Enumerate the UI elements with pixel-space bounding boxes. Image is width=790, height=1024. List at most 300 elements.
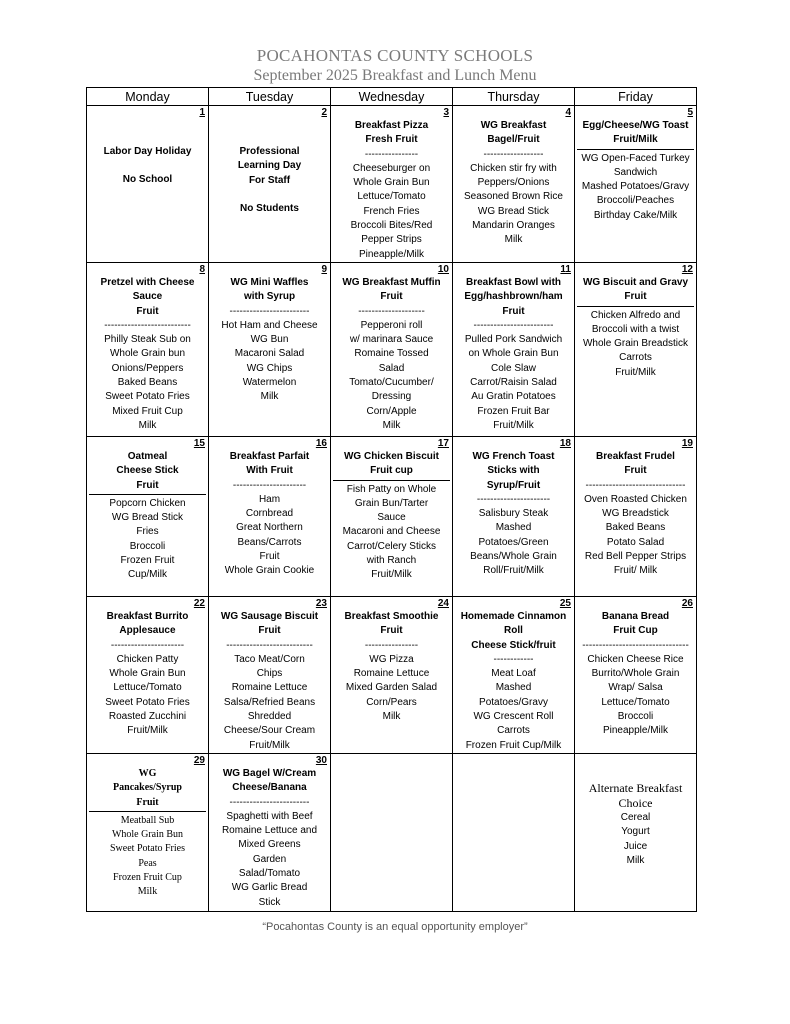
breakfast-item: WG Sausage Biscuit (220, 610, 319, 622)
breakfast-items (333, 450, 450, 479)
lunch-item: Potato Salad (606, 536, 665, 548)
lunch-item: WG Bun (250, 334, 289, 346)
special-line: No School (122, 174, 173, 186)
menu-calendar (86, 87, 697, 912)
lunch-item: Roasted Zucchini (108, 711, 187, 723)
lunch-item: Fruit (259, 551, 280, 563)
breakfast-items (455, 276, 572, 319)
breakfast-item: Fruit (380, 625, 403, 637)
lunch-item: Pineapple/Milk (602, 725, 669, 737)
lunch-item: Potatoes/Green (478, 536, 549, 548)
breakfast-item: Cheese/Banana (232, 782, 307, 794)
meal-separator: ---------------------- (476, 493, 551, 505)
lunch-items (89, 814, 206, 900)
breakfast-item: Oatmeal (127, 450, 168, 462)
lunch-item: WG Garlic Bread (231, 882, 308, 894)
day-header-tuesday: Tuesday (209, 88, 331, 106)
lunch-item: Baked Beans (117, 377, 178, 389)
date-number: 22 (193, 597, 205, 609)
lunch-item: Whole Grain Bun (109, 668, 186, 680)
lunch-item: Carrots (497, 725, 530, 737)
alternate-item: Yogurt (621, 826, 650, 838)
breakfast-item: Sauce (132, 291, 163, 303)
breakfast-items (455, 119, 572, 148)
meal-divider-line (577, 149, 694, 150)
breakfast-item: Fruit cup (370, 465, 413, 477)
lunch-item: Milk (382, 711, 401, 723)
day-cell (575, 753, 697, 911)
lunch-item: Baked Beans (605, 522, 666, 534)
lunch-item: Whole Grain Bun (353, 177, 430, 189)
breakfast-items (577, 610, 694, 639)
date-number (455, 754, 572, 767)
breakfast-items (211, 610, 328, 639)
lunch-item: Carrot/Raisin Salad (470, 377, 557, 389)
day-header-wednesday: Wednesday (331, 88, 453, 106)
lunch-item: Frozen Fruit Cup (113, 872, 182, 884)
day-cell (331, 262, 453, 436)
breakfast-item: Fruit/Milk (613, 134, 658, 146)
day-cell (331, 106, 453, 263)
lunch-item: Whole Grain Bun (111, 829, 184, 841)
alternate-title-line: Alternate Breakfast (588, 780, 683, 795)
lunch-item: Shredded (247, 711, 292, 723)
day-cell (87, 596, 209, 753)
alternate-title-line: Choice (618, 795, 653, 810)
lunch-items (211, 319, 328, 405)
lunch-item: Frozen Fruit Bar (477, 405, 550, 417)
lunch-item: WG Bread Stick (477, 205, 550, 217)
breakfast-item: Fruit (258, 625, 281, 637)
lunch-item: Sauce (377, 512, 406, 524)
lunch-item: Pulled Pork Sandwich (464, 334, 563, 346)
lunch-item: Ham (258, 493, 281, 505)
lunch-item: Mixed Fruit Cup (112, 405, 183, 417)
date-number: 9 (321, 263, 327, 275)
meal-separator: ------------------ (483, 148, 544, 160)
lunch-item: Lettuce/Tomato (113, 682, 182, 694)
lunch-items (89, 497, 206, 583)
day-cell (331, 436, 453, 596)
lunch-items (455, 667, 572, 753)
breakfast-item: Syrup/Fruit (486, 479, 541, 491)
lunch-items (577, 152, 694, 223)
breakfast-item: Sticks with (487, 465, 540, 477)
date-number: 11 (560, 263, 571, 275)
lunch-item: Frozen Fruit (120, 555, 175, 567)
week-row (87, 262, 697, 436)
day-cell (453, 753, 575, 911)
special-line: For Staff (248, 174, 291, 186)
lunch-item: Romaine Tossed (354, 348, 429, 360)
day-cell (453, 106, 575, 263)
lunch-item: Meatball Sub (120, 814, 175, 826)
breakfast-item: WG Chicken Biscuit (343, 450, 439, 462)
lunch-item: Mashed Potatoes/Gravy (581, 181, 690, 193)
lunch-item: Fruit/Milk (371, 569, 412, 581)
lunch-item: Dressing (371, 391, 412, 403)
day-cell (453, 262, 575, 436)
breakfast-items (577, 119, 694, 148)
date-number: 17 (437, 437, 449, 449)
special-line: No Students (240, 202, 299, 214)
lunch-item: Corn/Pears (366, 696, 417, 708)
breakfast-items (577, 450, 694, 479)
date-number: 26 (681, 597, 693, 609)
meal-separator: ---------------- (364, 148, 419, 160)
lunch-items (89, 653, 206, 739)
special-line: Learning Day (237, 160, 302, 172)
meal-divider-line (333, 480, 450, 481)
breakfast-items (455, 610, 572, 653)
date-number: 4 (565, 107, 571, 118)
lunch-item: Popcorn Chicken (109, 497, 186, 509)
lunch-items (89, 333, 206, 433)
lunch-items (577, 309, 694, 380)
alternate-item: Milk (626, 854, 645, 866)
lunch-items (211, 653, 328, 753)
lunch-item: Milk (504, 234, 523, 246)
lunch-item: French Fries (363, 205, 420, 217)
week-row (87, 106, 697, 263)
school-name: POCAHONTAS COUNTY SCHOOLS (256, 46, 534, 65)
lunch-item: Fruit/Milk (249, 739, 290, 751)
lunch-item: Milk (137, 886, 158, 898)
special-line (89, 159, 206, 173)
meal-separator: ------------------------ (229, 305, 310, 317)
lunch-item: Milk (382, 419, 401, 431)
equal-opportunity-footer: “Pocahontas County is an equal opportunity employer” (262, 921, 528, 933)
breakfast-item: Fruit (136, 796, 159, 808)
lunch-item: Roll/Fruit/Milk (483, 565, 544, 577)
lunch-item: WG Crescent Roll (473, 711, 554, 723)
week-row (87, 753, 697, 911)
lunch-item: Whole Grain Breadstick (582, 338, 689, 350)
breakfast-item: Cheese Stick (116, 465, 179, 477)
lunch-item: Frozen Fruit Cup/Milk (465, 739, 562, 751)
lunch-item: Seasoned Brown Rice (464, 191, 563, 203)
day-cell (209, 262, 331, 436)
meal-separator: -------------------------- (226, 639, 313, 651)
breakfast-item: WG Biscuit and Gravy (582, 276, 689, 288)
date-number: 15 (193, 437, 205, 449)
lunch-items (577, 493, 694, 579)
day-cell (87, 262, 209, 436)
lunch-item: Fruit/ Milk (613, 565, 658, 577)
breakfast-item: Fruit (136, 305, 159, 317)
menu-title: September 2025 Breakfast and Lunch Menu (253, 67, 537, 84)
date-number: 10 (437, 263, 449, 275)
date-number: 29 (193, 754, 205, 766)
lunch-item: Romaine Lettuce (231, 682, 308, 694)
day-header-monday: Monday (87, 88, 209, 106)
lunch-items (333, 483, 450, 583)
breakfast-item: Breakfast Bowl with (465, 276, 562, 288)
lunch-item: Chicken Cheese Rice (587, 653, 684, 665)
date-number: 25 (559, 597, 571, 609)
breakfast-item: With Fruit (246, 465, 293, 477)
lunch-item: Red Bell Pepper Strips (584, 551, 687, 563)
breakfast-item: Fresh Fruit (365, 134, 418, 146)
lunch-item: Broccoli (129, 540, 166, 552)
day-cell (575, 262, 697, 436)
lunch-item: Pepperoni roll (360, 319, 423, 331)
breakfast-item: Homemade Cinnamon (460, 610, 567, 622)
lunch-item: Cup/Milk (128, 569, 167, 581)
breakfast-item: Breakfast Smoothie (344, 610, 439, 622)
breakfast-item: WG Mini Waffles (230, 276, 309, 288)
lunch-item: Mashed (495, 522, 532, 534)
alternate-item: Juice (623, 840, 648, 852)
lunch-item: Salsa/Refried Beans (223, 696, 316, 708)
meal-separator: ------------------------ (229, 796, 310, 808)
breakfast-item: WG Breakfast Muffin (342, 276, 441, 288)
breakfast-item: Fruit (502, 305, 525, 317)
lunch-items (455, 507, 572, 578)
lunch-item: WG Bread Stick (111, 512, 184, 524)
breakfast-item: Fruit Cup (613, 625, 658, 637)
lunch-item: Birthday Cake/Milk (593, 209, 678, 221)
lunch-item: Au Gratin Potatoes (471, 391, 556, 403)
lunch-item: Fruit/Milk (615, 366, 656, 378)
lunch-item: Fish Patty on Whole (346, 483, 437, 495)
lunch-item: Peas (138, 857, 157, 869)
lunch-items (577, 653, 694, 739)
lunch-item: Pepper Strips (361, 234, 422, 246)
lunch-item: on Whole Grain Bun (468, 348, 559, 360)
lunch-item: Meat Loaf (491, 668, 536, 680)
breakfast-item: WG Breakfast (480, 120, 547, 131)
day-header-row (87, 88, 697, 106)
breakfast-items (333, 610, 450, 639)
date-number: 23 (315, 597, 327, 609)
date-number: 18 (559, 437, 571, 449)
breakfast-items (211, 276, 328, 305)
lunch-item: Mixed Greens (238, 839, 301, 851)
lunch-item: Mandarin Oranges (472, 220, 555, 232)
date-number: 12 (681, 263, 693, 275)
lunch-item: w/ marinara Sauce (349, 334, 434, 346)
breakfast-item: Pretzel with Cheese (100, 276, 195, 288)
breakfast-item: Breakfast Parfait (229, 450, 310, 462)
breakfast-item: Applesauce (119, 625, 176, 637)
lunch-item: Salad (378, 362, 405, 374)
breakfast-item: Pancakes/Syrup (113, 782, 182, 794)
breakfast-item: WG (138, 767, 157, 779)
special-line (211, 188, 328, 202)
alternate-title (577, 781, 694, 811)
week-row (87, 596, 697, 753)
lunch-item: Philly Steak Sub on (104, 334, 191, 346)
date-number (577, 754, 694, 767)
lunch-item: Salisbury Steak (478, 508, 549, 520)
day-cell (331, 753, 453, 911)
date-number (333, 754, 450, 767)
meal-divider-line (89, 494, 206, 495)
lunch-items (333, 653, 450, 724)
breakfast-items (89, 610, 206, 639)
meal-divider-line (577, 306, 694, 307)
breakfast-items (89, 276, 206, 319)
breakfast-item: Banana Bread (601, 610, 670, 622)
lunch-item: Macaroni and Cheese (342, 526, 441, 538)
breakfast-item: Fruit (624, 465, 647, 477)
day-cell (209, 596, 331, 753)
lunch-item: Grain Bun/Tarter (354, 497, 429, 509)
day-cell (209, 436, 331, 596)
day-cell (87, 753, 209, 911)
breakfast-item: Fruit (624, 291, 647, 303)
special-note (89, 145, 206, 188)
lunch-item: Sandwich (613, 166, 658, 178)
lunch-item: Pineapple/Milk (358, 248, 425, 260)
lunch-item: Spaghetti with Beef (226, 810, 313, 822)
date-number: 19 (681, 437, 693, 449)
breakfast-item: Breakfast Pizza (354, 120, 429, 131)
breakfast-items (89, 767, 206, 810)
breakfast-items (455, 450, 572, 493)
lunch-item: Broccoli/Peaches (596, 195, 675, 207)
lunch-item: Cheeseburger on (352, 162, 431, 174)
meal-separator: -------------------------- (104, 319, 191, 331)
breakfast-items (577, 276, 694, 305)
lunch-item: Garden (252, 853, 287, 865)
lunch-item: Fruit/Milk (493, 419, 534, 431)
lunch-item: Lettuce/Tomato (357, 191, 426, 203)
breakfast-item: Cheese Stick/fruit (471, 639, 556, 651)
lunch-items (211, 810, 328, 910)
lunch-items (333, 319, 450, 433)
meal-separator: ------------------------------ (585, 479, 686, 491)
breakfast-item: Roll (504, 625, 523, 637)
date-number: 5 (687, 107, 693, 118)
meal-separator: -------------------- (358, 305, 425, 317)
lunch-item: Broccoli (617, 711, 654, 723)
lunch-item: Broccoli with a twist (591, 323, 680, 335)
lunch-item: Chicken Alfredo and (590, 309, 681, 321)
lunch-item: Sweet Potato Fries (105, 391, 190, 403)
lunch-item: Great Northern (236, 522, 303, 534)
lunch-item: Tomato/Cucumber/ (349, 377, 434, 389)
lunch-items (455, 333, 572, 433)
week-row (87, 436, 697, 596)
lunch-item: Whole Grain bun (109, 348, 186, 360)
date-number: 8 (199, 263, 205, 275)
lunch-item: Sweet Potato Fries (105, 696, 190, 708)
lunch-item: Oven Roasted Chicken (584, 493, 687, 505)
lunch-item: Romaine Lettuce (353, 668, 430, 680)
lunch-item: Cornbread (245, 508, 294, 520)
breakfast-item: Breakfast Burrito (106, 610, 189, 622)
special-line: Professional (239, 146, 300, 157)
lunch-item: Carrot/Celery Sticks (347, 540, 436, 552)
lunch-item: Potatoes/Gravy (479, 696, 548, 708)
breakfast-item: Bagel/Fruit (487, 134, 540, 146)
lunch-item: Hot Ham and Cheese (221, 319, 318, 331)
meal-separator: ---------------------- (110, 639, 185, 651)
lunch-item: Fruit/Milk (127, 725, 168, 737)
lunch-item: Peppers/Onions (477, 177, 550, 189)
meal-separator: -------------------------------- (582, 639, 689, 651)
lunch-item: Chicken Patty (116, 653, 179, 665)
day-header-friday: Friday (575, 88, 697, 106)
meal-separator: ---------------- (364, 639, 419, 651)
day-cell (453, 436, 575, 596)
day-cell (331, 596, 453, 753)
date-number: 1 (199, 107, 205, 118)
breakfast-item: Fruit (136, 479, 159, 491)
day-cell (575, 106, 697, 263)
lunch-item: Chips (256, 668, 283, 680)
lunch-item: WG Open-Faced Turkey (581, 152, 690, 164)
meal-separator: ------------------------ (473, 319, 554, 331)
lunch-item: Beans/Carrots (237, 536, 302, 548)
lunch-item: Watermelon (242, 377, 297, 389)
meal-divider-line (89, 811, 206, 812)
date-number: 16 (315, 437, 327, 449)
lunch-items (211, 493, 328, 579)
lunch-item: Cole Slaw (490, 362, 537, 374)
lunch-item: Mixed Garden Salad (345, 682, 438, 694)
lunch-item: Romaine Lettuce and (221, 825, 318, 837)
meal-separator: ---------------------- (232, 479, 307, 491)
lunch-item: Milk (260, 391, 279, 403)
day-cell (87, 106, 209, 263)
lunch-items (455, 162, 572, 248)
breakfast-items (333, 276, 450, 305)
breakfast-item: WG French Toast (472, 450, 555, 462)
lunch-item: Cheese/Sour Cream (223, 725, 316, 737)
lunch-item: Fries (136, 526, 159, 538)
special-note (211, 145, 328, 216)
lunch-item: Corn/Apple (366, 405, 417, 417)
date-number: 30 (315, 754, 327, 766)
lunch-item: Salad/Tomato (238, 868, 301, 880)
lunch-item: Macaroni Salad (234, 348, 305, 360)
lunch-item: Milk (138, 419, 157, 431)
breakfast-item: Breakfast Frudel (596, 450, 675, 462)
day-header-thursday: Thursday (453, 88, 575, 106)
date-number: 24 (437, 597, 449, 609)
lunch-item: with Ranch (366, 555, 417, 567)
alternate-item: Cereal (620, 811, 651, 823)
breakfast-item: Egg/Cheese/WG Toast (582, 120, 689, 131)
lunch-item: Wrap/ Salsa (608, 682, 663, 694)
lunch-item: WG Chips (246, 362, 293, 374)
lunch-item: WG Breadstick (602, 508, 669, 520)
lunch-item: Taco Meat/Corn (234, 653, 305, 665)
day-cell (209, 753, 331, 911)
breakfast-items (211, 450, 328, 479)
day-cell (209, 106, 331, 263)
breakfast-item: Fruit (380, 291, 403, 303)
lunch-item: Broccoli Bites/Red (350, 220, 433, 232)
lunch-item: Beans/Whole Grain (470, 551, 557, 563)
breakfast-items (333, 119, 450, 148)
lunch-item: Chicken stir fry with (470, 162, 557, 174)
lunch-item: Burrito/Whole Grain (591, 668, 680, 680)
breakfast-items (211, 767, 328, 796)
breakfast-item: Egg/hashbrown/ham (464, 291, 563, 303)
lunch-item: Carrots (619, 352, 652, 364)
lunch-item: Whole Grain Cookie (224, 565, 315, 577)
lunch-item: Onions/Peppers (111, 362, 184, 374)
lunch-items (333, 162, 450, 262)
day-cell (87, 436, 209, 596)
date-number: 2 (321, 107, 327, 118)
lunch-item: Sweet Potato Fries (110, 843, 185, 855)
lunch-item: Lettuce/Tomato (601, 696, 670, 708)
